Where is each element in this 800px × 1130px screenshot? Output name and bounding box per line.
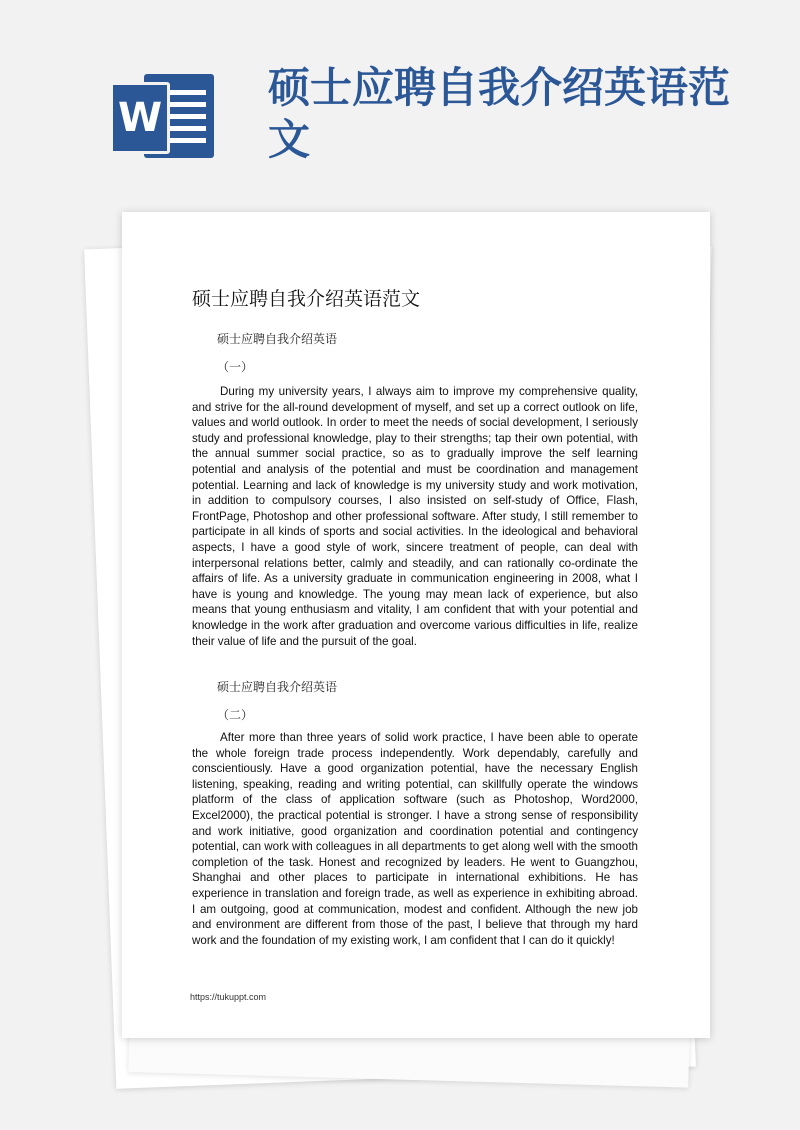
section-body: During my university years, I always aim to improve my comprehensive quality, and strive for the all-round development of myself, and set up a correct outlook on life, values and world outlook. In order to meet the needs of social development, I seriously study and professional knowledge, play to their strengths; tap their own potential, with the annual summer social practice, so as to gradually improve the self learning potential and analysis of the potential and must be coordination and management potential. Learning and lack of knowledge is my university study and work motivation, in addition to compulsory courses, I also insisted on self-study of Office, Flash, FrontPage, Photoshop and other professional software. After study, I still remember to participate in all kinds of sports and social activities. In the ideological and behavioral aspects, I have a good style of work, sincere treatment of people, can deal with interpersonal relations better, calmly and steadily, and can rationally co-ordinate the affairs of life. As a university graduate in communication engineering in 2008, what I have is young and knowledge. The young may mean lack of experience, but also means that young enthusiasm and vitality, I am confident that with your potential and knowledge in the work after graduation and overcome various difficulties in life, realize their value of life and the pursuit of the goal. [192, 385, 638, 648]
word-document-icon [110, 68, 214, 164]
section-number: （二） [217, 708, 254, 722]
section-number: （一） [217, 360, 254, 374]
section-heading: 硕士应聘自我介绍英语 [217, 680, 338, 694]
header-title: 硕士应聘自我介绍英语范文 [268, 63, 731, 164]
section-body: After more than three years of solid work practice, I have been able to operate the whole foreign trade process independently. Work dependably, carefully and conscientiously. Have a good organization potential, have the necessary English listening, speaking, reading and writing potential, can skillfully operate the windows platform of the class of application software (such as Photoshop, Word2000, Excel2000), the practical potential is stronger. I have a strong sense of responsibility and work initiative, good organization and coordination potential and contingency potential, can work with colleagues in all departments to get along well with the smooth completion of the task. Honest and recognized by leaders. He went to Guangzhou, Shanghai and other places to participate in international exhibitions. He has experience in translation and foreign trade, as well as experience in exhibiting abroad. I am outgoing, good at communication, modest and confident. Although the new job and environment are different from those of the past, I believe that through my hard work and the foundation of my existing work, I am confident that I can do it quickly! [192, 731, 638, 947]
section-heading: 硕士应聘自我介绍英语 [217, 332, 338, 346]
word-logo-tile [110, 82, 170, 154]
document-title: 硕士应聘自我介绍英语范文 [192, 288, 421, 310]
footer-url: https://tukuppt.com [190, 992, 267, 1002]
word-logo-letter: W [117, 95, 163, 141]
document-page [122, 212, 710, 1038]
